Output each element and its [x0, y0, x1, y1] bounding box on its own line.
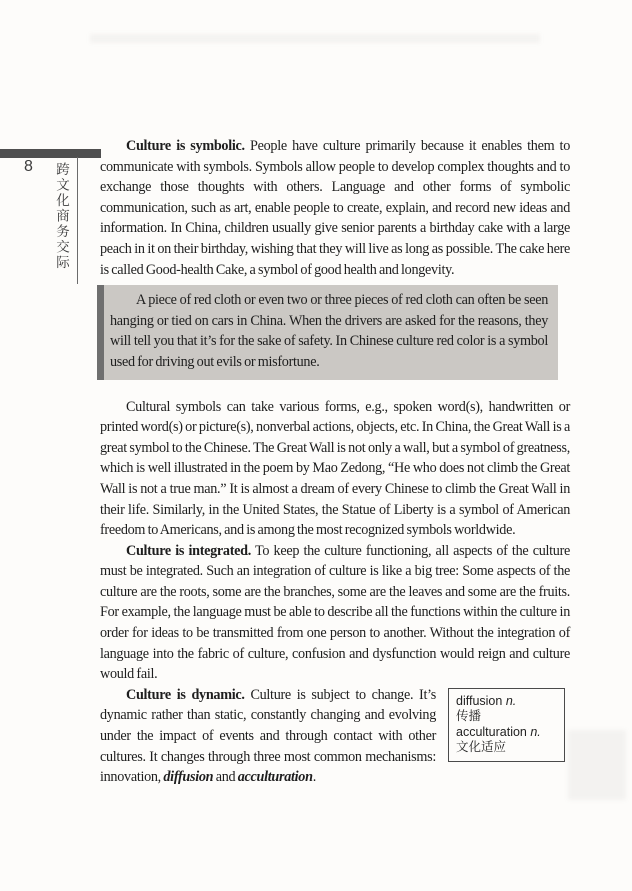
page-number: 8: [24, 158, 33, 175]
paragraph-culture-symbolic: Culture is symbolic. People have culture primarily because it enables them to communicate with symbols. Symbols allow people to develop complex thoughts and to exchange those thoughts with others. Language and other forms of symbolic communication, such as art, enable people to create, explain, and record new ideas and information. In China, children usually give senior parents a birthday cake with a large peach in it on their birthday, wishing that they will live as long as possible. The cake here is called Good-health Cake, a symbol of good health and longevity.: [100, 138, 570, 278]
scan-artifact: [90, 34, 540, 43]
paragraph-culture-dynamic: [100, 685, 570, 788]
paragraph-cultural-symbols: Cultural symbols can take various forms, e.g., spoken word(s), handwritten or printed word(s) or picture(s), nonverbal actions, objects, etc. In China, the Great Wall is a great symbol to the Chinese. The Great Wall is not only a wall, but a symbol of greatness, which is well illustrated in the poem by Mao Zedong, “He who does not climb the Great Wall is not a true man.” It is almost a dream of every Chinese to climb the Great Wall in their life. Similarly, in the United States, the Statue of Liberty is a symbol of American freedom to Americans, and is among the most recognized symbols worldwide.: [100, 398, 570, 539]
scan-artifact: [568, 730, 626, 800]
callout-text: A piece of red cloth or even two or three pieces of red cloth can often be seen hanging or tied on cars in China. When the drivers are asked for the reasons, they will tell you that it’s for the sake of safety. In Chinese culture red color is a symbol used for driving out evils or misfortune.: [110, 292, 548, 370]
vocab-translation-diffusion: 传播: [456, 709, 482, 724]
red-cloth-callout-box: [97, 285, 558, 379]
vocab-note-box: [448, 688, 565, 762]
paragraph-culture-integrated: Culture is integrated. To keep the culture functioning, all aspects of the culture must be integrated. Such an integration of culture is like a big tree: Some aspects of the culture are the roots, some are the branches, some are the leaves and some are the fruits. For example, the language must be able to describe all the functions within the culture in order for ideas to be transmitted from one person to another. Without the integration of language into the fabric of culture, confusion and dysfunction would reign and culture would fail.: [100, 542, 570, 683]
vocab-term-diffusion: diffusion n.: [456, 693, 517, 708]
vocab-term-acculturation: acculturation n.: [456, 724, 541, 739]
book-side-title: 跨文化商务交际: [54, 162, 69, 271]
vocab-translation-acculturation: 文化适应: [456, 740, 507, 755]
paragraph-text: Culture is dynamic. Culture is subject to change. It’s dynamic rather than static, constantly changing and evolving under the impact of events and through contact with other cultures. It changes through three most common mechanisms: innovation, diffusion and acculturation.: [100, 686, 436, 786]
margin-divider-line: [77, 157, 78, 284]
page-content: [100, 136, 570, 788]
chapter-tab-bar: [0, 149, 101, 158]
